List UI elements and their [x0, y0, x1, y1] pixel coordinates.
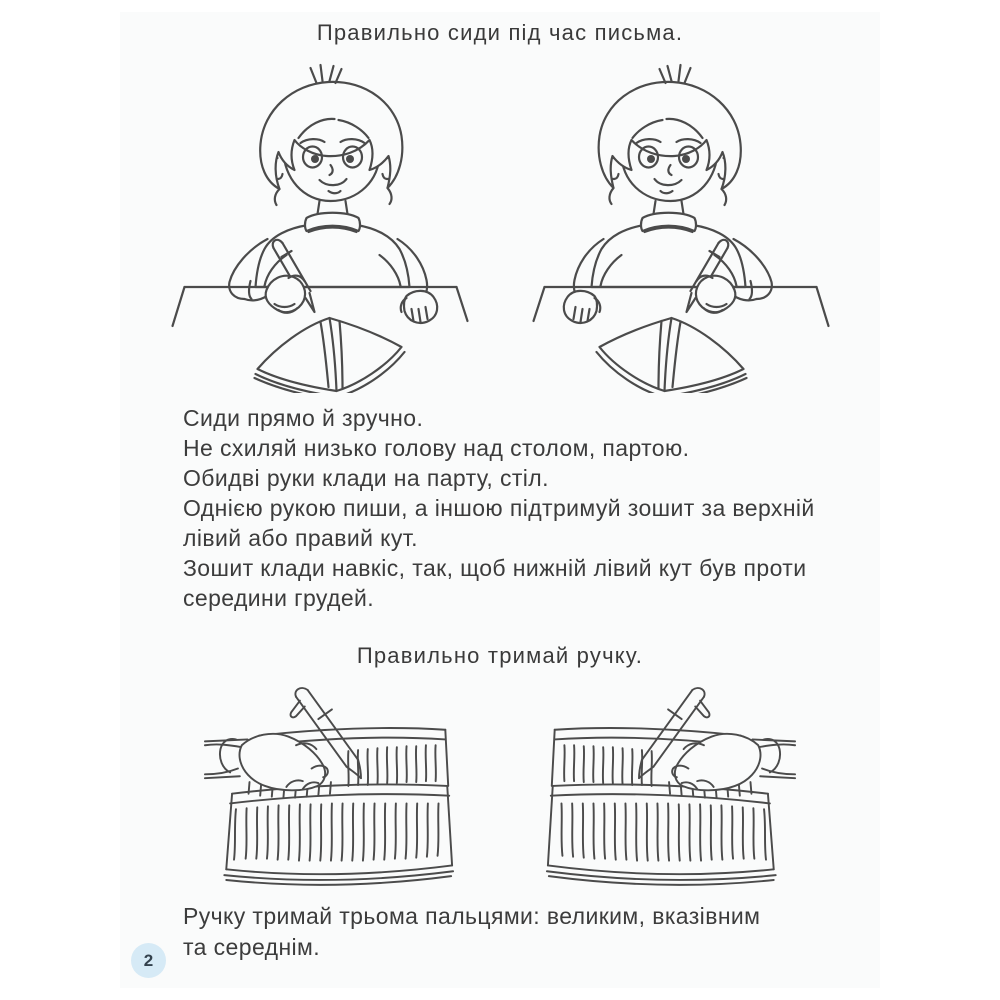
page-number-badge	[131, 943, 166, 978]
instruction-line: Не схиляй низько голову над столом, партою.	[183, 435, 690, 461]
instruction-line: Зошит клади навкіс, так, щоб нижній лівий кут був проти	[183, 555, 807, 581]
child-writing-right-hand-drawing	[528, 58, 833, 393]
posture-section-heading: Правильно сиди під час письма.	[316, 20, 684, 45]
page-area	[120, 12, 880, 988]
instruction-line: та середнім.	[183, 934, 321, 960]
instruction-line: лівий або правий кут.	[183, 525, 418, 551]
posture-instructions	[183, 403, 883, 613]
left-hand-pen-drawing	[203, 682, 455, 888]
instruction-line: Обидві руки клади на парту, стіл.	[183, 465, 549, 491]
instruction-line: Ручку тримай трьома пальцями: великим, вказівним	[183, 903, 761, 929]
instruction-line: Однією рукою пиши, а іншою підтримуй зошит за верхній	[183, 495, 815, 521]
pen-grip-instructions	[183, 901, 863, 963]
right-hand-pen-drawing	[545, 682, 797, 888]
child-writing-left-hand-illustration	[168, 58, 473, 393]
pen-grip-illustration-row	[120, 682, 880, 888]
right-hand-pen-illustration	[545, 682, 797, 888]
child-writing-right-hand-illustration	[528, 58, 833, 393]
child-writing-left-hand-drawing	[168, 58, 473, 393]
instruction-line: середини грудей.	[183, 585, 375, 611]
page-number: 2	[143, 950, 154, 970]
pen-grip-section-heading: Правильно тримай ручку.	[356, 643, 644, 668]
posture-illustration-row	[120, 58, 880, 393]
instruction-line: Сиди прямо й зручно.	[183, 405, 424, 431]
left-hand-pen-illustration	[203, 682, 455, 888]
